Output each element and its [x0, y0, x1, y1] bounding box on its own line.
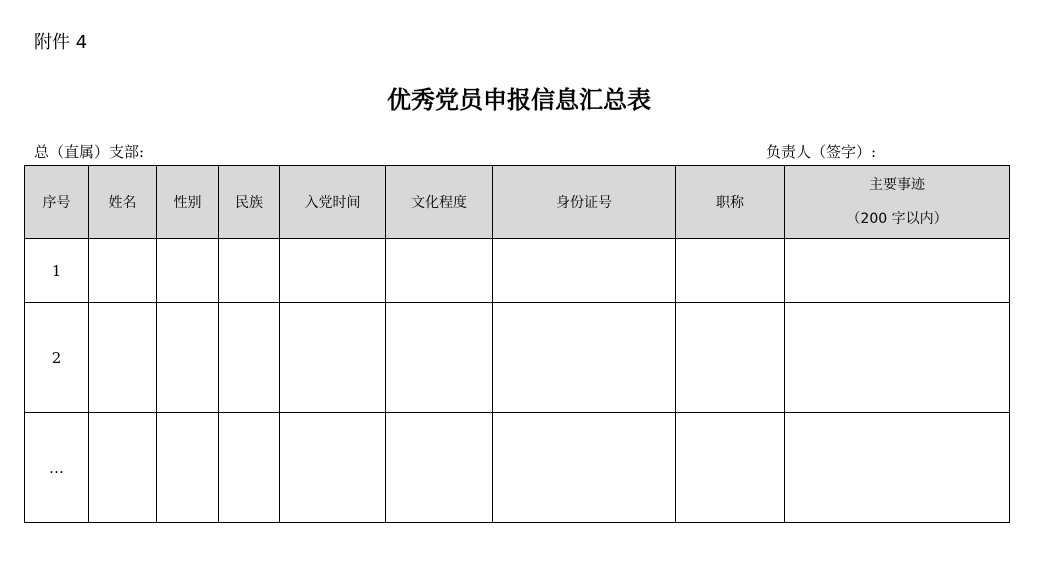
- deeds-cell[interactable]: [785, 413, 1010, 523]
- join-date-cell[interactable]: [280, 413, 386, 523]
- header-gender: 性别: [157, 166, 219, 239]
- header-ethnicity: 民族: [219, 166, 280, 239]
- education-cell[interactable]: [386, 239, 493, 303]
- page-title: 优秀党员申报信息汇总表: [387, 85, 651, 114]
- responsible-signature-label: 负责人（签字）:: [766, 143, 877, 161]
- header-name: 姓名: [89, 166, 157, 239]
- header-title: 职称: [676, 166, 785, 239]
- gender-cell[interactable]: [157, 239, 219, 303]
- deeds-cell[interactable]: [785, 239, 1010, 303]
- header-deeds: [785, 166, 1010, 239]
- join-date-cell[interactable]: [280, 303, 386, 413]
- table-row: [25, 413, 1010, 523]
- ethnicity-cell[interactable]: [219, 303, 280, 413]
- id-number-cell[interactable]: [493, 413, 676, 523]
- table-row: [25, 303, 1010, 413]
- header-deeds-label: 主要事迹: [869, 177, 925, 193]
- title-cell[interactable]: [676, 413, 785, 523]
- row-seq-cell: 1: [25, 239, 89, 303]
- name-cell[interactable]: [89, 239, 157, 303]
- header-join-date: 入党时间: [280, 166, 386, 239]
- title-cell[interactable]: [676, 239, 785, 303]
- header-deeds-note: （200 字以内）: [846, 211, 948, 227]
- branch-label: 总（直属）支部:: [34, 143, 145, 161]
- name-cell[interactable]: [89, 413, 157, 523]
- ethnicity-cell[interactable]: [219, 239, 280, 303]
- gender-cell[interactable]: [157, 413, 219, 523]
- join-date-cell[interactable]: [280, 239, 386, 303]
- attachment-label: 附件 4: [34, 32, 88, 53]
- deeds-cell[interactable]: [785, 303, 1010, 413]
- header-seq: 序号: [25, 166, 89, 239]
- title-cell[interactable]: [676, 303, 785, 413]
- education-cell[interactable]: [386, 303, 493, 413]
- id-number-cell[interactable]: [493, 239, 676, 303]
- row-seq-cell: …: [25, 413, 89, 523]
- table-row: [25, 239, 1010, 303]
- education-cell[interactable]: [386, 413, 493, 523]
- name-cell[interactable]: [89, 303, 157, 413]
- row-seq-cell: 2: [25, 303, 89, 413]
- summary-table: [24, 165, 1010, 523]
- ethnicity-cell[interactable]: [219, 413, 280, 523]
- id-number-cell[interactable]: [493, 303, 676, 413]
- header-education: 文化程度: [386, 166, 493, 239]
- table-header-row: [25, 166, 1010, 239]
- gender-cell[interactable]: [157, 303, 219, 413]
- header-id-number: 身份证号: [493, 166, 676, 239]
